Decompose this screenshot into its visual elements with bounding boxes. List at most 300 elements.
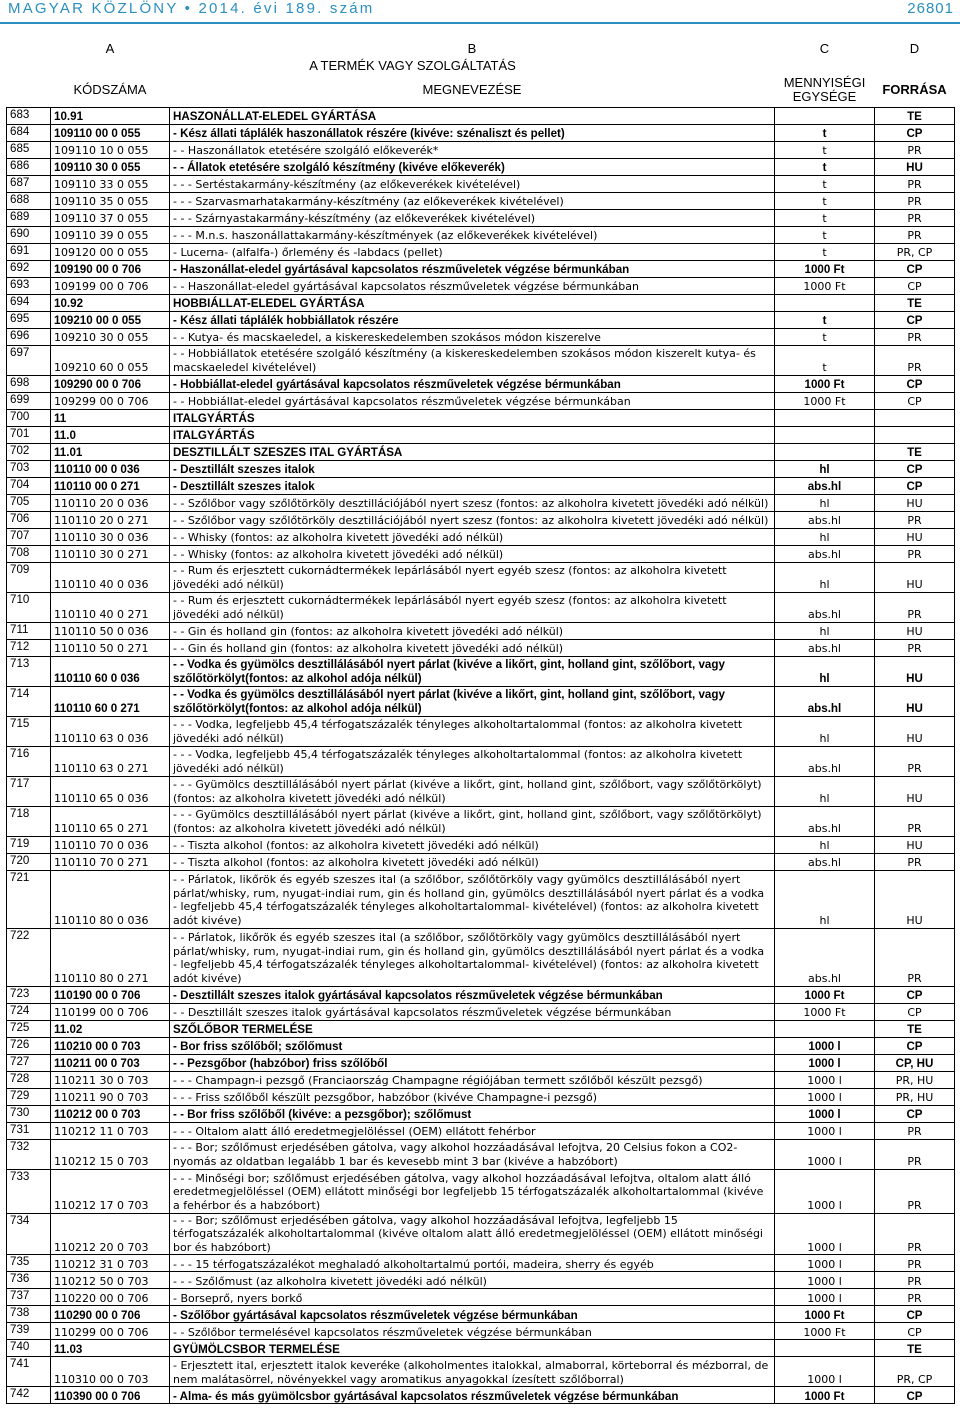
row-source: PR (875, 592, 955, 622)
row-number: 706 (7, 511, 51, 528)
row-unit: t (775, 209, 875, 226)
row-source: HU (875, 562, 955, 592)
row-unit: hl (775, 528, 875, 545)
table-row (7, 494, 955, 511)
row-unit: 1000 l (775, 1088, 875, 1105)
row-number: 725 (7, 1020, 51, 1037)
row-unit (775, 1020, 875, 1037)
row-unit: hl (775, 776, 875, 806)
table-row (7, 294, 955, 311)
row-number: 724 (7, 1003, 51, 1020)
page-number: 26801 (907, 0, 954, 17)
table-row (7, 686, 955, 716)
row-number: 701 (7, 426, 51, 443)
row-source: PR (875, 192, 955, 209)
row-source: CP (875, 311, 955, 328)
row-name: - - - Vodka, legfeljebb 45,4 térfogatszázalék tényleges alkoholtartalommal (fontos: az alkoholra kivetett jövedéki adó nélkül) (170, 746, 775, 776)
table-row (7, 443, 955, 460)
row-number: 723 (7, 986, 51, 1003)
row-source: PR (875, 328, 955, 345)
row-code: 110110 20 0 271 (51, 511, 170, 528)
row-unit: 1000 l (775, 1054, 875, 1071)
row-unit: abs.hl (775, 477, 875, 494)
row-code: 110212 15 0 703 (51, 1139, 170, 1169)
row-unit: hl (775, 716, 875, 746)
row-source: HU (875, 528, 955, 545)
row-code: 109110 33 0 055 (51, 175, 170, 192)
row-unit: t (775, 328, 875, 345)
row-unit (775, 443, 875, 460)
row-source: PR (875, 1255, 955, 1272)
row-number: 742 (7, 1387, 51, 1404)
row-name: - - Vodka és gyümölcs desztillálásából nyert párlat (kivéve a likőrt, gint, holland gint, szőlőbort, vagy szőlőtörkölyt(fontos: az alkohol adója nélkül) (170, 656, 775, 686)
row-unit: 1000 l (775, 1071, 875, 1088)
row-unit: 1000 Ft (775, 392, 875, 409)
table-row (7, 1105, 955, 1122)
col-letter-c: C (819, 41, 830, 57)
row-name: - - Párlatok, likőrök és egyéb szeszes ital (a szőlőbor, szőlőtörköly vagy gyümölcs desztillálásából nyert párlat/whisky, rum, nyugat-indiai rum, gin és holland gin, gyümölcs desztillálásából nyert párlat és a vodka - legfeljebb 45,4 térfogatszázalék tényleges alkoholtartalommal- kivételével) (fontos: az alkoholra kivetett adót kivéve) (170, 928, 775, 986)
row-unit: abs.hl (775, 746, 875, 776)
row-unit (775, 107, 875, 124)
row-code: 11.0 (51, 426, 170, 443)
row-name: - - - Gyümölcs desztillálásából nyert párlat (kivéve a likőrt, gint, holland gint, szőlőbort, vagy szőlőtörkölyt) (fontos: az alkoholra kivetett jövedéki adó nélkül) (170, 776, 775, 806)
table-row (7, 928, 955, 986)
row-unit: 1000 l (775, 1255, 875, 1272)
row-unit: t (775, 226, 875, 243)
row-source: PR (875, 853, 955, 870)
row-unit: hl (775, 622, 875, 639)
row-code: 110110 80 0 271 (51, 928, 170, 986)
row-code: 110211 00 0 703 (51, 1054, 170, 1071)
row-source: CP (875, 1003, 955, 1020)
row-code: 110310 00 0 703 (51, 1357, 170, 1387)
row-code: 110110 40 0 036 (51, 562, 170, 592)
header-rule (0, 22, 960, 24)
product-table (6, 40, 955, 1404)
row-source: PR (875, 806, 955, 836)
page-header (0, 0, 960, 22)
row-name: - Desztillált szeszes italok (170, 460, 775, 477)
row-number: 715 (7, 716, 51, 746)
row-number: 719 (7, 836, 51, 853)
row-code: 110212 20 0 703 (51, 1213, 170, 1255)
row-unit (775, 1340, 875, 1357)
row-unit: t (775, 311, 875, 328)
table-row (7, 392, 955, 409)
row-number: 710 (7, 592, 51, 622)
table-row (7, 1272, 955, 1289)
row-code: 109110 39 0 055 (51, 226, 170, 243)
row-unit: t (775, 192, 875, 209)
row-unit: t (775, 175, 875, 192)
row-number: 717 (7, 776, 51, 806)
row-name: - - - Szőlőmust (az alkoholra kivetett jövedéki adó nélkül) (170, 1272, 775, 1289)
row-source: CP (875, 1105, 955, 1122)
table-row (7, 1122, 955, 1139)
row-name: SZŐLŐBOR TERMELÉSE (170, 1020, 775, 1037)
table-row (7, 1255, 955, 1272)
row-number: 687 (7, 175, 51, 192)
row-name: - - - Szárnyastakarmány-készítmény (az előkeverékek kivételével) (170, 209, 775, 226)
row-source: HU (875, 158, 955, 175)
row-source: PR (875, 1289, 955, 1306)
row-code: 110211 30 0 703 (51, 1071, 170, 1088)
row-name: GYÜMÖLCSBOR TERMELÉSE (170, 1340, 775, 1357)
row-name: - Lucerna- (alfalfa-) őrlemény és -labdacs (pellet) (170, 243, 775, 260)
row-source: PR, CP (875, 243, 955, 260)
table-row (7, 716, 955, 746)
row-number: 711 (7, 622, 51, 639)
row-code: 110110 60 0 036 (51, 656, 170, 686)
row-name: - - Tiszta alkohol (fontos: az alkoholra kivetett jövedéki adó nélkül) (170, 853, 775, 870)
table-row (7, 1213, 955, 1255)
row-name: - - Bor friss szőlőből (kivéve: a pezsgőbor); szőlőmust (170, 1105, 775, 1122)
row-name: - - - Champagn-i pezsgő (Franciaország Champagne régiójában termett szőlőből készült pezsgő) (170, 1071, 775, 1088)
row-unit: 1000 Ft (775, 260, 875, 277)
row-unit: t (775, 141, 875, 158)
row-number: 712 (7, 639, 51, 656)
table-row (7, 260, 955, 277)
table-row (7, 345, 955, 375)
row-code: 110110 30 0 271 (51, 545, 170, 562)
table-row (7, 776, 955, 806)
row-source: CP (875, 124, 955, 141)
col-letter-a: A (105, 41, 115, 57)
row-name: - - Gin és holland gin (fontos: az alkoholra kivetett jövedéki adó nélkül) (170, 622, 775, 639)
row-source: PR (875, 209, 955, 226)
row-source: CP, HU (875, 1054, 955, 1071)
table-body (7, 107, 955, 1404)
table-row (7, 158, 955, 175)
table-row (7, 1306, 955, 1323)
row-source: PR (875, 639, 955, 656)
row-name: - Alma- és más gyümölcsbor gyártásával kapcsolatos részműveletek végzése bérmunkában (170, 1387, 775, 1404)
row-code: 110390 00 0 706 (51, 1387, 170, 1404)
row-number: 737 (7, 1289, 51, 1306)
row-name: - Hobbiállat-eledel gyártásával kapcsolatos részműveletek végzése bérmunkában (170, 375, 775, 392)
table-row (7, 746, 955, 776)
row-unit (775, 294, 875, 311)
row-source (875, 426, 955, 443)
table-row (7, 175, 955, 192)
col-header-code: KÓDSZÁMA (73, 81, 147, 97)
table-row (7, 622, 955, 639)
row-name: - Bor friss szőlőből; szőlőmust (170, 1037, 775, 1054)
row-name: HOBBIÁLLAT-ELEDEL GYÁRTÁSA (170, 294, 775, 311)
row-unit: abs.hl (775, 545, 875, 562)
row-unit: 1000 l (775, 1037, 875, 1054)
row-number: 728 (7, 1071, 51, 1088)
row-source: TE (875, 443, 955, 460)
row-name: - - Pezsgőbor (habzóbor) friss szőlőből (170, 1054, 775, 1071)
row-number: 684 (7, 124, 51, 141)
row-number: 730 (7, 1105, 51, 1122)
row-number: 700 (7, 409, 51, 426)
row-unit: abs.hl (775, 928, 875, 986)
row-unit: t (775, 345, 875, 375)
row-number: 729 (7, 1088, 51, 1105)
row-unit: hl (775, 836, 875, 853)
row-number: 694 (7, 294, 51, 311)
row-code: 110220 00 0 706 (51, 1289, 170, 1306)
row-name: - - - Vodka, legfeljebb 45,4 térfogatszázalék tényleges alkoholtartalommal (fontos: az alkoholra kivetett jövedéki adó nélkül) (170, 716, 775, 746)
table-row (7, 1003, 955, 1020)
row-unit: t (775, 124, 875, 141)
col-header-unit: MENNYISÉGI EGYSÉGE (783, 75, 866, 104)
row-name: - - Tiszta alkohol (fontos: az alkoholra kivetett jövedéki adó nélkül) (170, 836, 775, 853)
row-number: 726 (7, 1037, 51, 1054)
row-unit: 1000 l (775, 1213, 875, 1255)
row-number: 733 (7, 1169, 51, 1213)
row-name: - - Párlatok, likőrök és egyéb szeszes ital (a szőlőbor, szőlőtörköly vagy gyümölcs desztillálásából nyert párlat/whisky, rum, nyugat-indiai rum, gin és holland gin, gyümölcs desztillálásából nyert párlat és a vodka - legfeljebb 45,4 térfogatszázalék tényleges alkoholtartalommal- kivételével) (fontos: az alkoholra kivetett adót kivéve) (170, 870, 775, 928)
row-unit: 1000 Ft (775, 277, 875, 294)
row-source: CP (875, 260, 955, 277)
row-source: PR (875, 226, 955, 243)
row-source: PR, HU (875, 1088, 955, 1105)
row-source: CP (875, 1323, 955, 1340)
row-code: 109110 00 0 055 (51, 124, 170, 141)
row-code: 110212 31 0 703 (51, 1255, 170, 1272)
row-source (875, 409, 955, 426)
row-unit: 1000 Ft (775, 375, 875, 392)
row-source: HU (875, 686, 955, 716)
row-code: 110212 11 0 703 (51, 1122, 170, 1139)
row-name: - - Rum és erjesztett cukornádtermékek lepárlásából nyert egyéb szesz (fontos: az alkoholra kivetett jövedéki adó nélkül) (170, 562, 775, 592)
row-number: 686 (7, 158, 51, 175)
row-code: 110211 90 0 703 (51, 1088, 170, 1105)
row-name: - Borseprő, nyers borkő (170, 1289, 775, 1306)
table-row (7, 1289, 955, 1306)
row-unit: 1000 Ft (775, 1323, 875, 1340)
row-source: PR (875, 345, 955, 375)
row-number: 705 (7, 494, 51, 511)
row-code: 109290 00 0 706 (51, 375, 170, 392)
row-unit: 1000 l (775, 1289, 875, 1306)
row-unit: 1000 l (775, 1272, 875, 1289)
row-name: - - Whisky (fontos: az alkoholra kivetett jövedéki adó nélkül) (170, 545, 775, 562)
row-source: CP (875, 392, 955, 409)
row-source: CP (875, 277, 955, 294)
row-code: 109120 00 0 055 (51, 243, 170, 260)
table-row (7, 806, 955, 836)
row-number: 721 (7, 870, 51, 928)
row-code: 110110 70 0 036 (51, 836, 170, 853)
row-unit: hl (775, 562, 875, 592)
row-unit: 1000 Ft (775, 1003, 875, 1020)
table-row (7, 1139, 955, 1169)
row-unit: 1000 l (775, 1105, 875, 1122)
row-name: ITALGYÁRTÁS (170, 409, 775, 426)
row-code: 109110 30 0 055 (51, 158, 170, 175)
row-name: - - Hobbiállat-eledel gyártásával kapcsolatos részműveletek végzése bérmunkában (170, 392, 775, 409)
row-name: - - Kutya- és macskaeledel, a kiskereskedelemben szokásos módon kiszerelve (170, 328, 775, 345)
row-unit: 1000 Ft (775, 986, 875, 1003)
table-row (7, 1037, 955, 1054)
table-row (7, 1340, 955, 1357)
row-code: 109210 00 0 055 (51, 311, 170, 328)
row-number: 689 (7, 209, 51, 226)
row-source: CP (875, 1306, 955, 1323)
row-unit: hl (775, 656, 875, 686)
table-row (7, 141, 955, 158)
row-unit: hl (775, 494, 875, 511)
row-number: 722 (7, 928, 51, 986)
row-unit: abs.hl (775, 592, 875, 622)
row-source: PR (875, 928, 955, 986)
row-name: DESZTILLÁLT SZESZES ITAL GYÁRTÁSA (170, 443, 775, 460)
row-code: 110212 17 0 703 (51, 1169, 170, 1213)
row-source: HU (875, 870, 955, 928)
table-row (7, 1071, 955, 1088)
journal-title: MAGYAR KÖZLÖNY • 2014. évi 189. szám (8, 0, 375, 17)
table-row (7, 1054, 955, 1071)
row-source: CP (875, 375, 955, 392)
col-header-name: MEGNEVEZÉSE (422, 81, 522, 97)
table-row (7, 375, 955, 392)
table-row (7, 1323, 955, 1340)
table-row (7, 986, 955, 1003)
row-number: 727 (7, 1054, 51, 1071)
row-number: 685 (7, 141, 51, 158)
row-source: TE (875, 294, 955, 311)
table-row (7, 311, 955, 328)
row-unit (775, 426, 875, 443)
row-name: - - Hobbiállatok etetésére szolgáló készítmény (a kiskereskedelemben szokásos módon kiszerelt kutya- és macskaeledel kivételével) (170, 345, 775, 375)
table-row (7, 124, 955, 141)
table-row (7, 639, 955, 656)
row-code: 109190 00 0 706 (51, 260, 170, 277)
table-row (7, 592, 955, 622)
row-unit (775, 409, 875, 426)
row-unit: 1000 l (775, 1169, 875, 1213)
row-name: - - Állatok etetésére szolgáló készítmény (kivéve előkeverék) (170, 158, 775, 175)
col-header-source: FORRÁSA (882, 81, 947, 97)
row-source: TE (875, 1020, 955, 1037)
row-number: 708 (7, 545, 51, 562)
row-code: 110110 70 0 271 (51, 853, 170, 870)
row-source: PR (875, 1272, 955, 1289)
col-letter-b: B (467, 41, 477, 57)
row-unit: 1000 Ft (775, 1387, 875, 1404)
row-number: 699 (7, 392, 51, 409)
row-number: 714 (7, 686, 51, 716)
row-source: PR, HU (875, 1071, 955, 1088)
row-name: - - - Minőségi bor; szőlőmust erjedésében gátolva, vagy alkohol hozzáadásával lefojtva, oltalom alatt álló eredetmegjelöléssel (OEM) ellátott minőségi bor legfeljebb 15 térfogatszázalék alkoholtartalommal (kivéve a fehérbor és a habzóbort) (170, 1169, 775, 1213)
row-code: 110210 00 0 703 (51, 1037, 170, 1054)
row-code: 110299 00 0 706 (51, 1323, 170, 1340)
row-number: 692 (7, 260, 51, 277)
row-name: - - Haszonállat-eledel gyártásával kapcsolatos részműveletek végzése bérmunkában (170, 277, 775, 294)
row-unit: abs.hl (775, 686, 875, 716)
table-row (7, 409, 955, 426)
row-name: - Haszonállat-eledel gyártásával kapcsolatos részműveletek végzése bérmunkában (170, 260, 775, 277)
row-source: CP (875, 477, 955, 494)
row-number: 741 (7, 1357, 51, 1387)
row-source: HU (875, 836, 955, 853)
row-code: 110190 00 0 706 (51, 986, 170, 1003)
row-number: 688 (7, 192, 51, 209)
table-row (7, 528, 955, 545)
row-number: 718 (7, 806, 51, 836)
table-row (7, 656, 955, 686)
row-number: 691 (7, 243, 51, 260)
row-name: - - - Sertéstakarmány-készítmény (az előkeverékek kivételével) (170, 175, 775, 192)
row-number: 707 (7, 528, 51, 545)
row-code: 109210 60 0 055 (51, 345, 170, 375)
table-row (7, 870, 955, 928)
row-unit: t (775, 158, 875, 175)
row-source: PR (875, 1169, 955, 1213)
row-code: 110110 50 0 036 (51, 622, 170, 639)
table-row (7, 460, 955, 477)
table-row (7, 511, 955, 528)
row-code: 110110 50 0 271 (51, 639, 170, 656)
row-code: 110110 20 0 036 (51, 494, 170, 511)
row-unit: 1000 l (775, 1357, 875, 1387)
row-source: CP (875, 986, 955, 1003)
row-number: 713 (7, 656, 51, 686)
row-name: - Desztillált szeszes italok gyártásával kapcsolatos részműveletek végzése bérmunkában (170, 986, 775, 1003)
row-source: TE (875, 1340, 955, 1357)
row-name: - - - Friss szőlőből készült pezsgőbor, habzóbor (kivéve Champagne-i pezsgő) (170, 1088, 775, 1105)
row-code: 109110 35 0 055 (51, 192, 170, 209)
row-source: PR (875, 746, 955, 776)
table-row (7, 1088, 955, 1105)
row-number: 693 (7, 277, 51, 294)
row-unit: hl (775, 460, 875, 477)
row-name: - - Rum és erjesztett cukornádtermékek lepárlásából nyert egyéb szesz (fontos: az alkoholra kivetett jövedéki adó nélkül) (170, 592, 775, 622)
row-name: - - - Gyümölcs desztillálásából nyert párlat (kivéve a likőrt, gint, holland gint, szőlőbort, vagy szőlőtörkölyt) (fontos: az alkoholra kivetett jövedéki adó nélkül) (170, 806, 775, 836)
table-row (7, 277, 955, 294)
row-source: CP (875, 460, 955, 477)
table-row (7, 243, 955, 260)
row-name: - Kész állati táplálék haszonállatok részére (kivéve: szénaliszt és pellet) (170, 124, 775, 141)
row-code: 110110 80 0 036 (51, 870, 170, 928)
row-source: CP (875, 1037, 955, 1054)
row-number: 731 (7, 1122, 51, 1139)
row-unit: abs.hl (775, 853, 875, 870)
table-row (7, 209, 955, 226)
row-name: ITALGYÁRTÁS (170, 426, 775, 443)
table-row (7, 477, 955, 494)
row-unit: abs.hl (775, 639, 875, 656)
row-number: 720 (7, 853, 51, 870)
row-name: - - Haszonállatok etetésére szolgáló előkeverék* (170, 141, 775, 158)
row-code: 110199 00 0 706 (51, 1003, 170, 1020)
row-number: 739 (7, 1323, 51, 1340)
row-code: 110110 60 0 271 (51, 686, 170, 716)
row-unit: 1000 l (775, 1139, 875, 1169)
row-unit: 1000 Ft (775, 1306, 875, 1323)
row-source: HU (875, 776, 955, 806)
row-code: 110290 00 0 706 (51, 1306, 170, 1323)
table-row (7, 562, 955, 592)
row-name: - - - Szarvasmarhatakarmány-készítmény (az előkeverékek kivételével) (170, 192, 775, 209)
row-code: 11.03 (51, 1340, 170, 1357)
row-name: - - Szőlőbor vagy szőlőtörköly desztillációjából nyert szesz (fontos: az alkoholra kivetett jövedéki adó nélkül) (170, 511, 775, 528)
row-code: 110110 00 0 036 (51, 460, 170, 477)
row-name: - - - Oltalom alatt álló eredetmegjelöléssel (OEM) ellátott fehérbor (170, 1122, 775, 1139)
row-code: 110110 65 0 271 (51, 806, 170, 836)
row-source: TE (875, 107, 955, 124)
row-name: - - Vodka és gyümölcs desztillálásából nyert párlat (kivéve a likőrt, gint, holland gint, szőlőbort, vagy szőlőtörkölyt(fontos: az alkohol adója nélkül) (170, 686, 775, 716)
table-row (7, 328, 955, 345)
row-code: 110110 63 0 036 (51, 716, 170, 746)
row-number: 683 (7, 107, 51, 124)
row-source: PR (875, 1139, 955, 1169)
row-source: PR (875, 545, 955, 562)
row-name: - Desztillált szeszes italok (170, 477, 775, 494)
